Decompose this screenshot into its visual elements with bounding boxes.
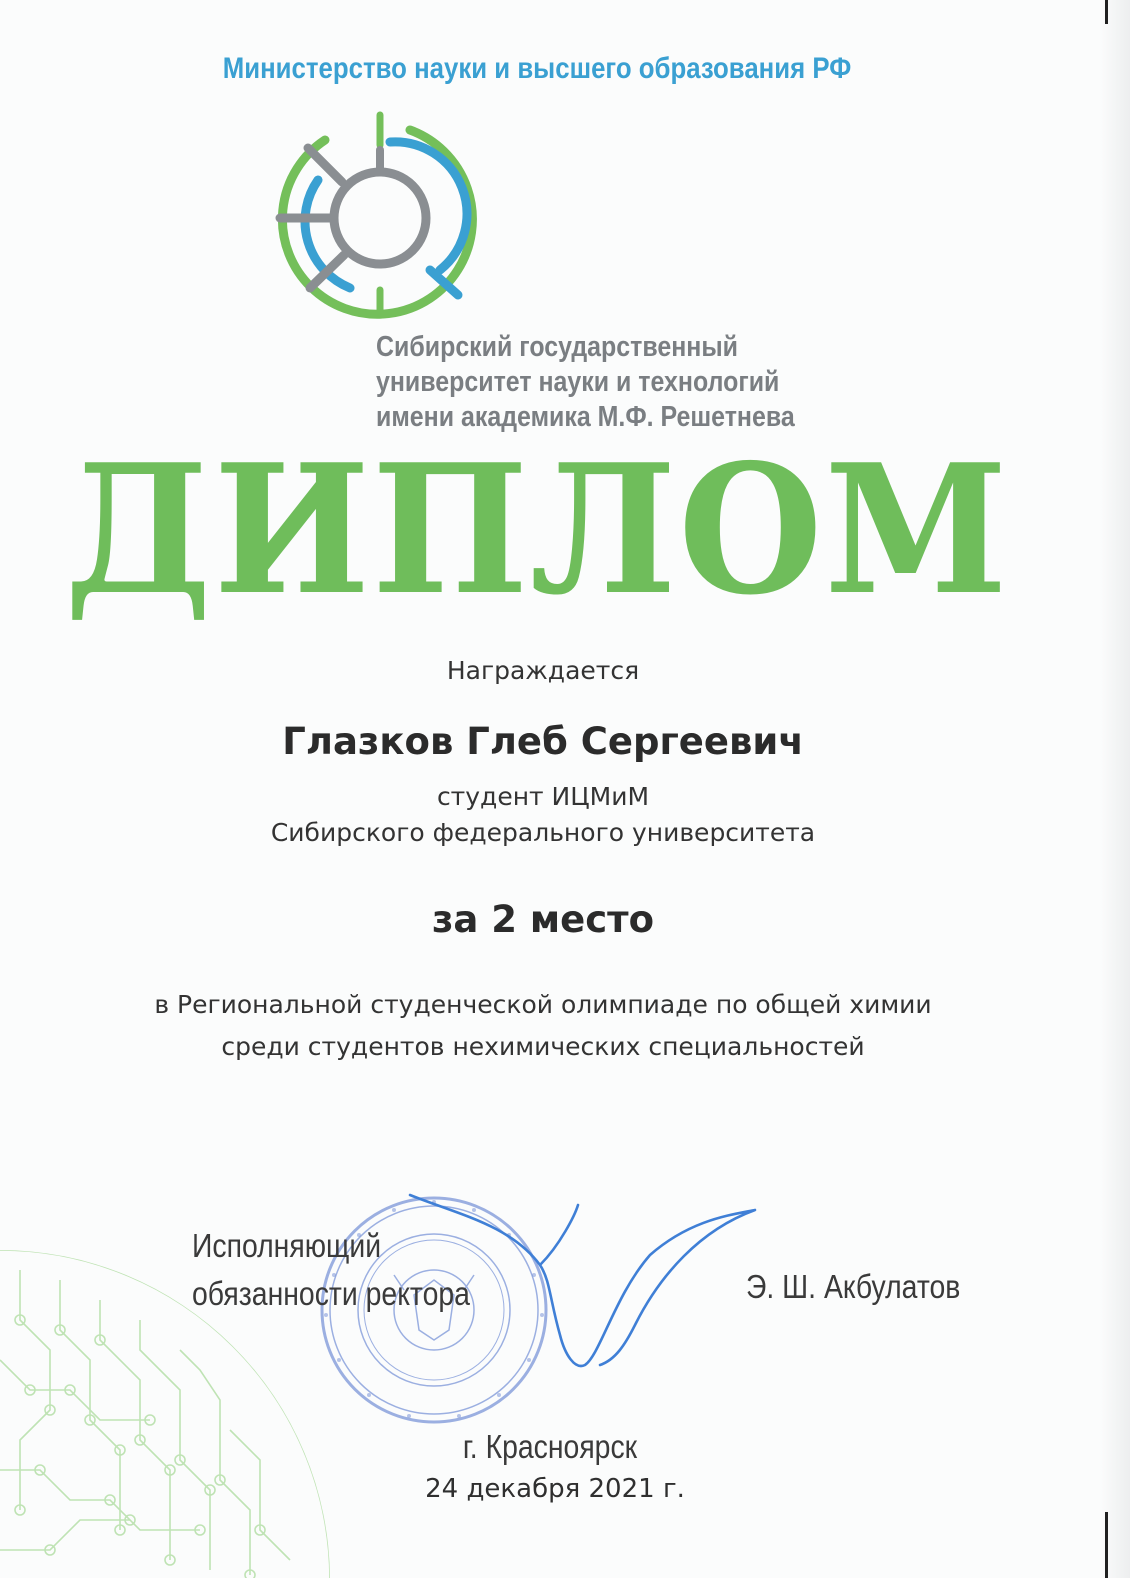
scan-edge-shadow (1100, 0, 1130, 1578)
recipient-role-line: Сибирского федерального университета (270, 818, 816, 847)
award-reason-line: среди студентов нехимических специальностей (221, 1032, 865, 1061)
university-emblem-icon (270, 110, 480, 320)
issue-city: г. Красноярск (462, 1428, 638, 1465)
university-name-line: университет науки и технологий (376, 366, 780, 398)
recipient-role-line: студент ИЦМиМ (436, 782, 650, 811)
university-name-line: имени академика М.Ф. Решетнева (376, 401, 795, 433)
university-name (376, 330, 795, 435)
award-place: за 2 место (431, 898, 655, 941)
award-reason-line: в Региональной студенческой олимпиаде по общей химии (154, 990, 932, 1019)
issue-date: 24 декабря 2021 г. (425, 1474, 685, 1504)
signatory-position-line: обязанности ректора (192, 1275, 470, 1312)
scan-edge-line (1105, 1512, 1108, 1578)
scan-edge-line (1105, 0, 1108, 24)
awarded-label: Награждается (446, 656, 640, 685)
recipient-name: Глазков Глеб Сергеевич (282, 720, 804, 763)
diploma-title: ДИПЛОМ (64, 425, 1010, 634)
ministry-heading: Министерство науки и высшего образования РФ (222, 52, 852, 85)
signatory-position-line: Исполняющий (192, 1227, 382, 1264)
signatory-name: Э. Ш. Акбулатов (746, 1268, 961, 1305)
signatory-position (192, 1222, 470, 1318)
university-name-line: Сибирский государственный (376, 331, 739, 363)
